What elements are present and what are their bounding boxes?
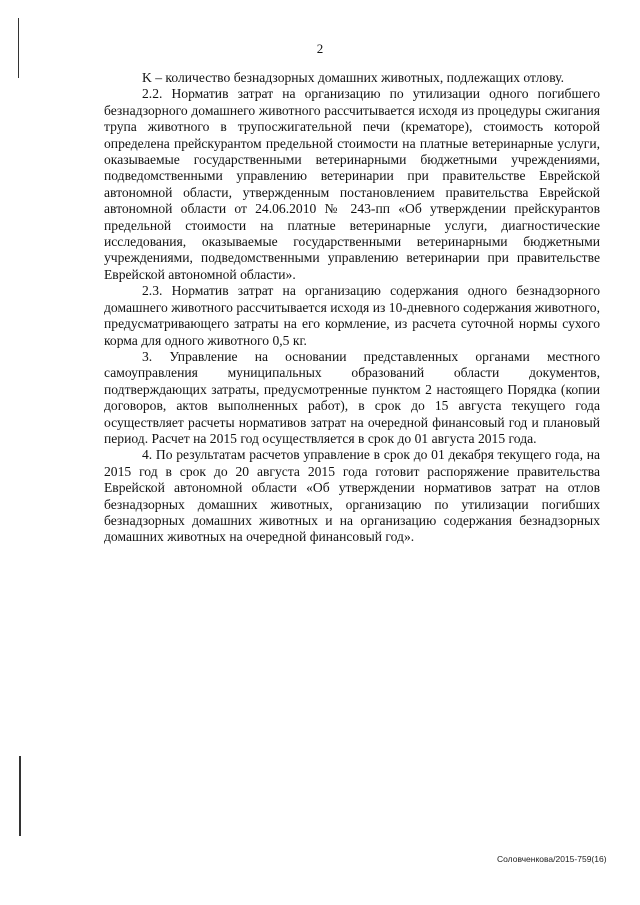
paragraph-4: 4. По результатам расчетов управление в срок до 01 декабря текущего года, на 2015 год в срок до 20 августа 2015 года готовит распоряжение правительства Еврейской автономной области «Об утверждении нормативов затрат на отлов безнадзорных домашних животных, организацию по утилизации погибших безнадзорных домашних животных и на организацию содержания безнадзорных домашних животных на очередной финансовый год». bbox=[104, 447, 600, 545]
paragraph-k-definition: K – количество безнадзорных домашних животных, подлежащих отлову. bbox=[142, 70, 565, 85]
paragraph-3: 3. Управление на основании представленных органами местного самоуправления муниципальных образований области документов, подтверждающих затраты, предусмотренные пунктом 2 настоящего Порядка (копии договоров, актов выполненных работ), в срок до 15 августа текущего года осуществляет расчеты нормативов затрат на очередной финансовый год и плановый период. Расчет на 2015 год осуществляется в срок до 01 августа 2015 года. bbox=[104, 348, 600, 446]
paragraph-2-2: 2.2. Норматив затрат на организацию по утилизации одного погибшего безнадзорного домашнего животного рассчитывается исходя из процедуры сжигания трупа животного в трупосжигательной печи (крематоре), стоимость которой определена прейскурантом предельной стоимости на платные ветеринарные услуги, оказываемые государственными ветеринарными бюджетными учреждениями, подведомственными управлению ветеринарии при правительстве Еврейской автономной области, утвержденным постановлением правительства Еврейской автономной области от 24.06.2010 № 243-пп «Об утверждении прейскурантов предельной стоимости на платные ветеринарные услуги, диагностические исследования, оказываемые государственными ветеринарными бюджетными учреждениями, подведомственными управлению ветеринарии при правительстве Еврейской автономной области». bbox=[104, 86, 600, 282]
paragraph-2-3: 2.3. Норматив затрат на организацию содержания одного безнадзорного домашнего животного рассчитывается исходя из 10-дневного содержания животного, предусматривающего затраты на его кормление, из расчета суточной нормы сухого корма для одного животного 0,5 кг. bbox=[104, 283, 600, 348]
scan-edge-mark-bottom bbox=[19, 756, 21, 836]
document-body bbox=[104, 70, 600, 546]
document-footer-code: Соловченкова/2015-759(16) bbox=[497, 854, 607, 864]
page-number: 2 bbox=[316, 41, 324, 56]
